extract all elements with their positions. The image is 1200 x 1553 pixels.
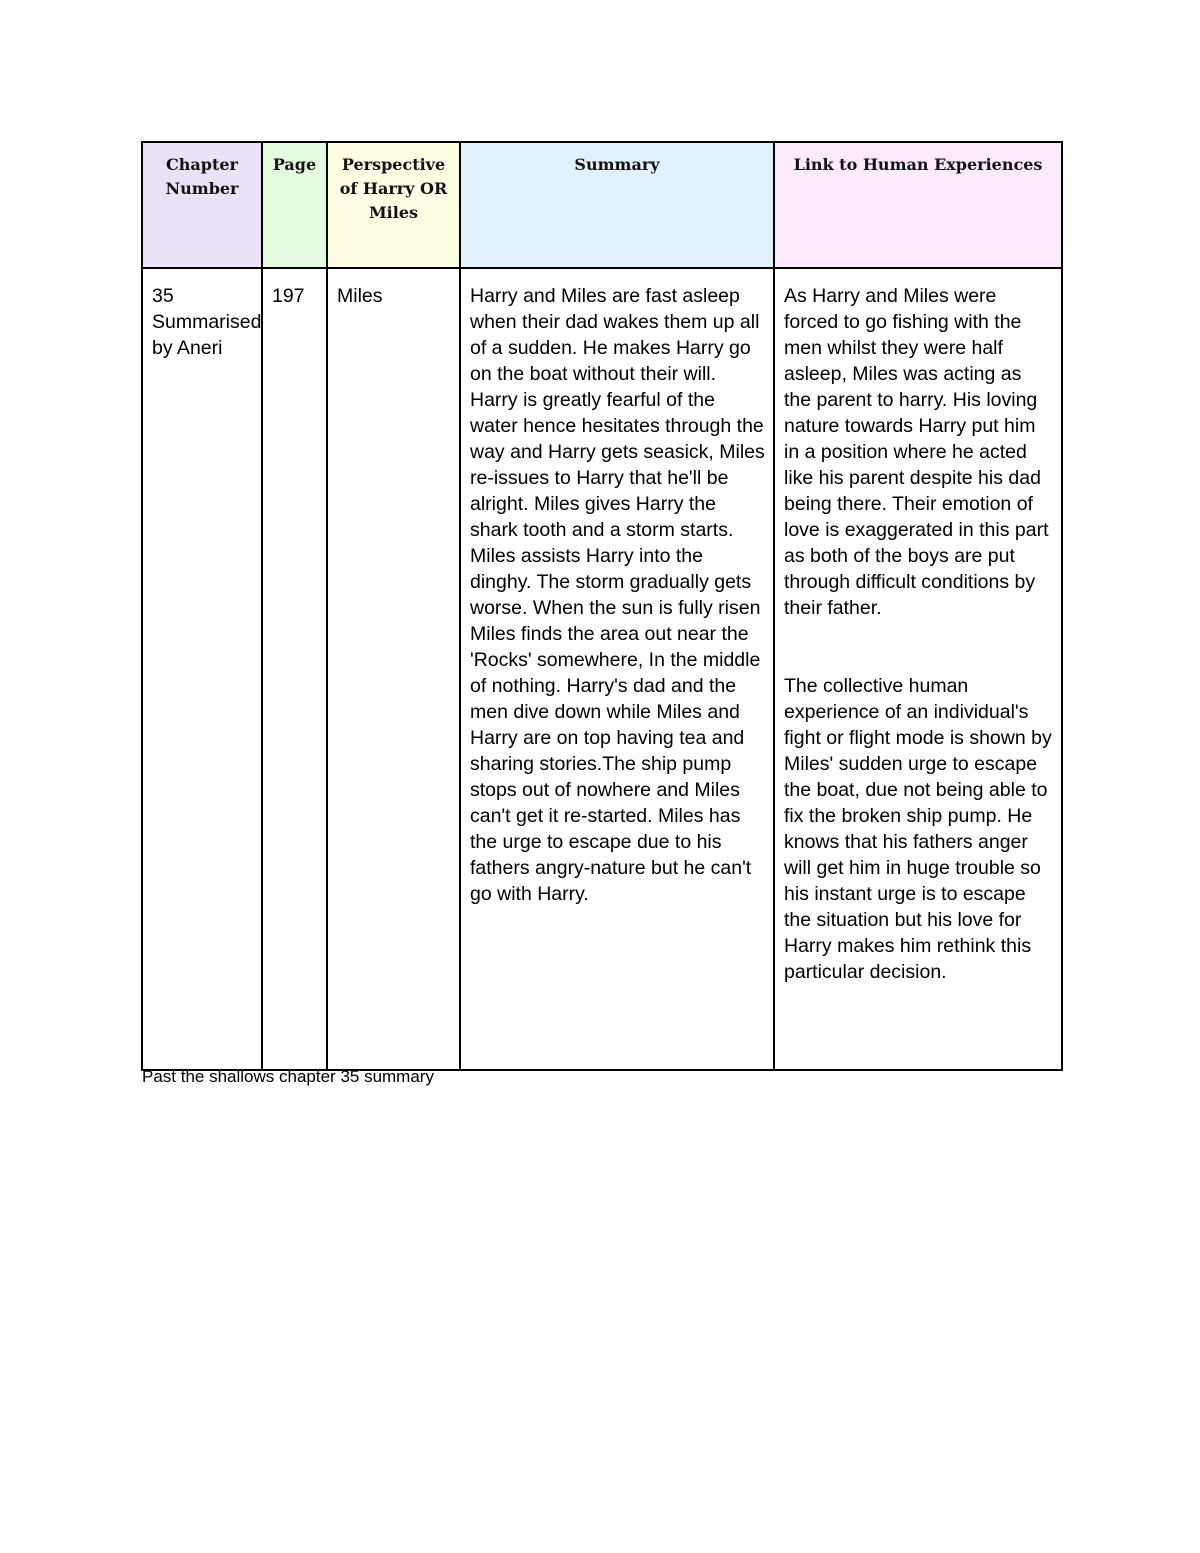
chapter-summary-table (141, 141, 1063, 1071)
summary-text: Harry and Miles are fast asleep when their dad wakes them up all of a sudden. He makes Harry go on the boat without their will. Harry is greatly fearful of the water hence hesitates through the way and Harry gets seasick, Miles re-issues to Harry that he'll be alright. Miles gives Harry the shark tooth and a storm starts. Miles assists Harry into the dinghy. The storm gradually gets worse. When the sun is fully risen Miles finds the area out near the 'Rocks' somewhere, In the middle of nothing. Harry's dad and the men dive down while Miles and Harry are on top having tea and sharing stories.The ship pump stops out of nowhere and Miles can't get it re-started. Miles has the urge to escape due to his fathers angry-nature but he can't go with Harry. (470, 285, 765, 905)
header-link-label: Link to Human Experiences (793, 155, 1043, 174)
table-row (142, 268, 1062, 1070)
cell-chapter (142, 268, 262, 1070)
header-page (262, 142, 327, 268)
perspective-text: Miles (337, 285, 383, 307)
link-paragraph-2: The collective human experience of an individual's fight or flight mode is shown by Miles' sudden urge to escape the boat, due not being able to fix the broken ship pump. He knows that his fathers anger will get him in huge trouble so his instant urge is to escape the situation but his love for Harry makes him rethink this particular decision. (784, 675, 1052, 983)
page-number-text: 197 (272, 285, 305, 307)
header-link-to-human-experiences (774, 142, 1062, 268)
header-summary-label: Summary (574, 155, 660, 174)
document-caption: Past the shallows chapter 35 summary (142, 1067, 434, 1086)
cell-page (262, 268, 327, 1070)
cell-perspective (327, 268, 460, 1070)
header-page-label: Page (272, 155, 317, 174)
header-chapter-number (142, 142, 262, 268)
header-row (142, 142, 1062, 268)
header-summary (460, 142, 774, 268)
cell-summary (460, 268, 774, 1070)
cell-link-to-human-experiences (774, 268, 1062, 1070)
chapter-text: 35 Summarised by Aneri (152, 285, 262, 359)
link-paragraph-1: As Harry and Miles were forced to go fishing with the men whilst they were half asleep, Miles was acting as the parent to harry. His loving nature towards Harry put him in a position where he acted like his parent despite his dad being there. Their emotion of love is exaggerated in this part as both of the boys are put through difficult conditions by their father. (784, 285, 1049, 619)
paragraph-spacer (775, 621, 1061, 673)
header-chapter-number-label: Chapter Number (165, 155, 239, 198)
header-perspective-label: Perspective of Harry OR Miles (339, 155, 448, 222)
header-perspective (327, 142, 460, 268)
